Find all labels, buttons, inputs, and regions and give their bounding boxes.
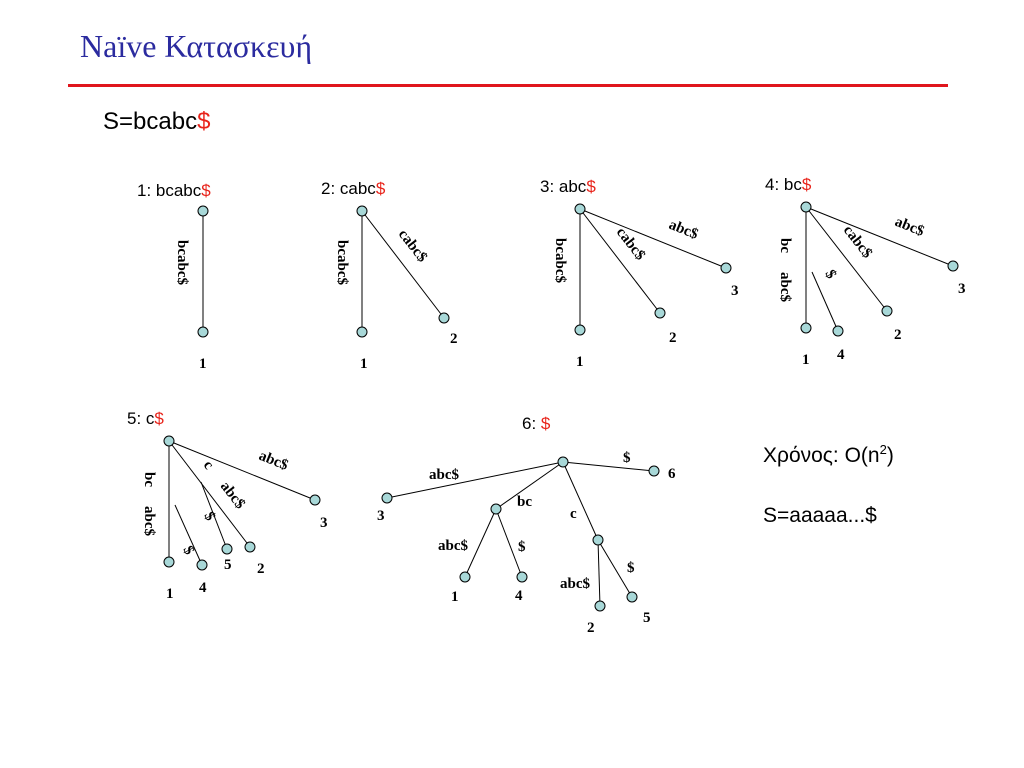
input-string-text: S=bcabc [103, 108, 198, 135]
tree4-edge-4 [806, 207, 887, 311]
tree6-node-c [593, 535, 603, 545]
tree4-leaf-number-1: 1 [802, 352, 810, 368]
tree4-edge-label-2: abc$ [777, 272, 793, 302]
worst-case-string: S=aaaaa...$ [763, 504, 877, 527]
step-3-heading: 3: abc$ [540, 177, 596, 196]
tree3-leaf-number-3: 3 [731, 283, 739, 299]
tree4-leaf-number-2: 2 [894, 327, 902, 343]
tree5-leaf-number-1: 1 [166, 586, 174, 602]
tree2-leaf-1 [357, 327, 367, 337]
step-4-heading: 4: bc$ [765, 175, 812, 194]
tree6-edge-label-7: abc$ [560, 576, 590, 592]
tree3-edge-2 [580, 209, 660, 313]
tree5-edge-3 [175, 505, 202, 565]
tree6-edge-4 [465, 509, 496, 577]
tree1-leaf-1 [198, 327, 208, 337]
tree5-leaf-1 [164, 557, 174, 567]
tree6-edge-label-5: $ [518, 539, 526, 555]
slide-title: Naïve Κατασκευή [80, 28, 313, 64]
tree-2 [334, 206, 458, 372]
tree3-edge-label-2: cabc$ [612, 224, 649, 264]
tree-1 [174, 206, 208, 372]
tree6-leaf-1 [460, 572, 470, 582]
tree3-edge-label-3: abc$ [666, 216, 701, 243]
tree3-root [575, 204, 585, 214]
tree6-edge-label-4: abc$ [438, 538, 468, 554]
tree2-leaf-2 [439, 313, 449, 323]
tree-3 [552, 204, 739, 370]
tree2-edge-label-2: cabc$ [394, 226, 431, 266]
step-6-heading: 6: $ [522, 414, 551, 433]
tree4-leaf-3 [948, 261, 958, 271]
tree3-leaf-3 [721, 263, 731, 273]
tree4-leaf-number-4: 4 [837, 347, 845, 363]
tree5-root [164, 436, 174, 446]
tree3-leaf-2 [655, 308, 665, 318]
tree6-edge-label-2: $ [623, 450, 631, 466]
tree3-edge-label-1: bcabc$ [552, 238, 568, 283]
tree5-edge-label-6: $ [200, 509, 219, 524]
tree5-leaf-number-5: 5 [224, 557, 232, 573]
time-complexity: Χρόνος: $O(n^2)$ [763, 442, 894, 467]
tree3-leaf-1 [575, 325, 585, 335]
tree2-edge-2 [362, 211, 444, 318]
tree5-edge-label-1: bc [141, 472, 157, 487]
tree2-edge-label-1: bcabc$ [334, 240, 350, 285]
tree4-leaf-4 [833, 326, 843, 336]
tree6-leaf-3 [382, 493, 392, 503]
tree1-root [198, 206, 208, 216]
step-2-heading: 2: cabc$ [321, 179, 386, 198]
tree6-leaf-2 [595, 601, 605, 611]
tree6-edge-label-1: abc$ [429, 467, 459, 483]
tree6-leaf-5 [627, 592, 637, 602]
tree5-leaf-5 [222, 544, 232, 554]
tree4-edge-label-5: abc$ [892, 213, 927, 240]
tree4-root [801, 202, 811, 212]
tree5-edge-label-2: abc$ [141, 506, 157, 536]
tree6-node-bc [491, 504, 501, 514]
tree3-edge-3 [580, 209, 726, 268]
tree-4 [777, 202, 966, 368]
tree5-leaf-4 [197, 560, 207, 570]
tree4-edge-label-4: cabc$ [839, 222, 876, 262]
tree6-edge-6 [563, 462, 598, 540]
tree2-leaf-number-1: 1 [360, 356, 368, 372]
tree5-leaf-number-3: 3 [320, 515, 328, 531]
tree4-edge-5 [806, 207, 953, 266]
tree6-leaf-number-4: 4 [515, 588, 523, 604]
tree5-edge-label-5: abc$ [216, 478, 248, 513]
tree2-root [357, 206, 367, 216]
tree6-root [558, 457, 568, 467]
tree5-edge-label-3: $ [179, 543, 198, 558]
tree5-edge-7 [169, 441, 315, 500]
tree6-edge-label-8: $ [627, 560, 635, 576]
tree6-edge-7 [598, 540, 600, 606]
tree5-edge-label-4: c [199, 457, 217, 473]
tree1-leaf-number-1: 1 [199, 356, 207, 372]
tree6-leaf-number-2: 2 [587, 620, 595, 636]
tree2-leaf-number-2: 2 [450, 331, 458, 347]
tree5-leaf-number-2: 2 [257, 561, 265, 577]
tree6-leaf-4 [517, 572, 527, 582]
tree4-edge-label-3: $ [821, 267, 840, 282]
tree3-leaf-number-2: 2 [669, 330, 677, 346]
tree1-edge-label-1: bcabc$ [174, 240, 190, 285]
step-1-heading: 1: bcabc$ [137, 181, 211, 200]
tree3-leaf-number-1: 1 [576, 354, 584, 370]
tree6-leaf-number-5: 5 [643, 610, 651, 626]
tree6-edge-label-3: bc [517, 494, 532, 510]
tree5-edge-label-7: abc$ [256, 447, 291, 474]
tree5-leaf-number-4: 4 [199, 580, 207, 596]
tree4-leaf-1 [801, 323, 811, 333]
tree6-leaf-number-3: 3 [377, 508, 385, 524]
tree5-leaf-2 [245, 542, 255, 552]
tree4-edge-label-1: bc [777, 238, 793, 253]
tree6-leaf-number-6: 6 [668, 466, 676, 482]
tree-5 [141, 436, 328, 602]
input-string-terminator: $ [197, 108, 211, 135]
tree6-edge-label-6: c [570, 506, 577, 522]
tree6-leaf-number-1: 1 [451, 589, 459, 605]
tree5-leaf-3 [310, 495, 320, 505]
tree6-edge-2 [563, 462, 654, 471]
tree-6 [377, 450, 676, 636]
tree6-leaf-6 [649, 466, 659, 476]
tree4-leaf-number-3: 3 [958, 281, 966, 297]
step-5-heading: 5: c$ [127, 409, 164, 428]
tree4-leaf-2 [882, 306, 892, 316]
